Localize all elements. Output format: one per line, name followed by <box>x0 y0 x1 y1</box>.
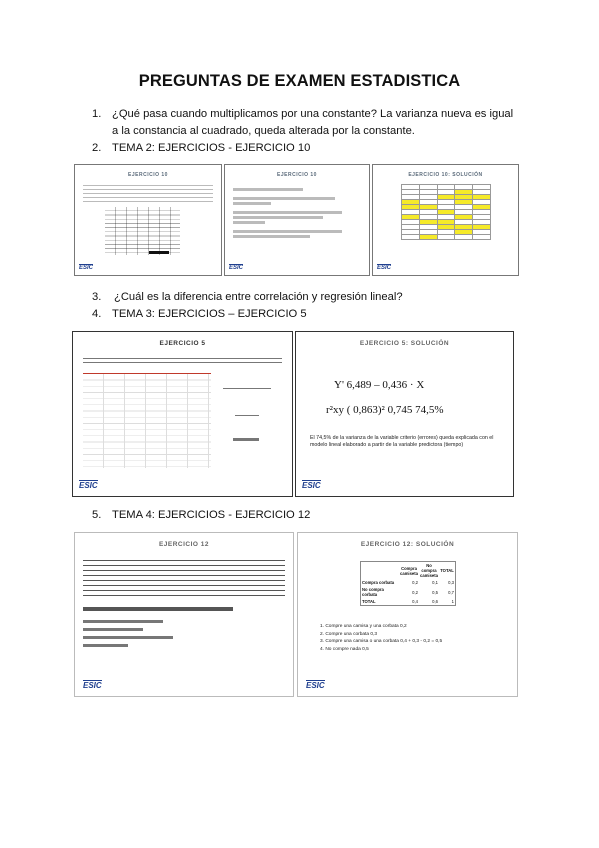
slide-title: EJERCICIO 10 <box>277 172 317 178</box>
row-label: No compra corbata <box>362 587 384 597</box>
slide-ejercicio-12-solucion <box>297 532 518 697</box>
answer-item: 3. Compre una camisa o una corbata 0,4 + 0,3 - 0,2 = 0,5 <box>320 639 443 644</box>
slide-ejercicio-5 <box>72 331 293 497</box>
slide-ejercicio-12 <box>74 532 294 697</box>
question-list <box>83 620 285 647</box>
table-row <box>361 586 456 598</box>
regression-equation: Y' 6,489 – 0,436 · X <box>334 379 425 391</box>
esic-logo: ESIC <box>302 481 321 490</box>
item-text-line1: ¿Qué pasa cuando multiplicamos por una constante? La varianza nueva es igual <box>112 108 514 120</box>
item-text: ¿Cuál es la diferencia entre correlación y regresión lineal? <box>114 291 403 303</box>
slide-paragraph <box>83 182 213 204</box>
item-text: TEMA 4: EJERCICIOS - EJERCICIO 12 <box>112 509 311 521</box>
slide-ejercicio-10 <box>74 164 222 276</box>
slide-paragraph <box>83 355 282 364</box>
col-header: No compra camiseta <box>420 563 438 578</box>
esic-logo: ESIC <box>306 681 325 690</box>
item-number: 1. <box>92 108 102 120</box>
esic-logo: ESIC <box>229 265 244 271</box>
solution-table <box>401 184 491 240</box>
col-header: Compra camiseta <box>400 565 418 576</box>
esic-logo: ESIC <box>377 265 392 271</box>
document-title: PREGUNTAS DE EXAMEN ESTADISTICA <box>138 72 461 90</box>
slide-title: EJERCICIO 10 <box>128 172 168 178</box>
row-label: Compra corbata <box>362 580 395 585</box>
answer-item: 2. Compre una corbata 0,3 <box>320 631 378 637</box>
determination-coefficient: r²xy ( 0,863)² 0,745 74,5% <box>326 404 444 416</box>
esic-logo: ESIC <box>83 681 102 690</box>
esic-logo: ESIC <box>79 265 94 271</box>
data-table <box>83 368 211 468</box>
slide-title: EJERCICIO 12: SOLUCIÓN <box>360 541 455 548</box>
esic-logo: ESIC <box>79 481 98 490</box>
slide-ejercicio-5-solucion <box>295 331 514 497</box>
answer-item: 1. Compre una camisa y una corbata 0,2 <box>320 624 407 629</box>
cell: 0,1 <box>432 580 438 585</box>
answers-list <box>320 623 442 653</box>
solution-explanation: El 74,5% de la varianza de la variable criterio (errores) queda explicada con el modelo lineal elaborado a partir de la variable predictora (tiempo) <box>310 435 494 448</box>
cell: 0,4 <box>412 599 418 604</box>
row-label: TOTAL <box>362 599 376 604</box>
slide-title: EJERCICIO 5 <box>159 340 206 347</box>
cell: 0,2 <box>412 580 418 585</box>
item-number: 5. <box>92 509 102 521</box>
table-row <box>361 579 456 586</box>
cell: 0,7 <box>448 589 454 595</box>
slide-ejercicio-10-solucion <box>372 164 519 276</box>
item-text: TEMA 2: EJERCICIOS - EJERCICIO 10 <box>112 142 311 154</box>
answer-item: 4. No compre nada 0,5 <box>320 646 369 652</box>
cell: 1 <box>451 599 454 604</box>
table-row <box>361 598 456 606</box>
cell: 0,5 <box>432 589 438 595</box>
item-text: TEMA 3: EJERCICIOS – EJERCICIO 5 <box>112 308 307 320</box>
cell: 0,6 <box>432 599 438 604</box>
slide-title: EJERCICIO 10: SOLUCIÓN <box>408 172 483 178</box>
list-item-1-cont <box>112 123 415 140</box>
formula-area <box>223 368 271 458</box>
slide-ejercicio-10-questions <box>224 164 370 276</box>
slide-title: EJERCICIO 5: SOLUCIÓN <box>359 340 450 347</box>
problem-statement <box>83 556 285 600</box>
slide-title: EJERCICIO 12 <box>158 541 210 548</box>
item-text-line2: a la constancia al cuadrado, queda alterada por la constante. <box>112 125 415 137</box>
slide-table <box>105 207 180 255</box>
question-line <box>83 607 233 611</box>
item-number: 2. <box>92 142 102 154</box>
item-number: 4. <box>92 308 102 320</box>
col-header: TOTAL <box>440 568 454 573</box>
probability-table <box>360 561 456 606</box>
cell: 0,2 <box>412 589 418 595</box>
cell: 0,3 <box>448 580 454 585</box>
item-number: 3. <box>92 291 102 303</box>
